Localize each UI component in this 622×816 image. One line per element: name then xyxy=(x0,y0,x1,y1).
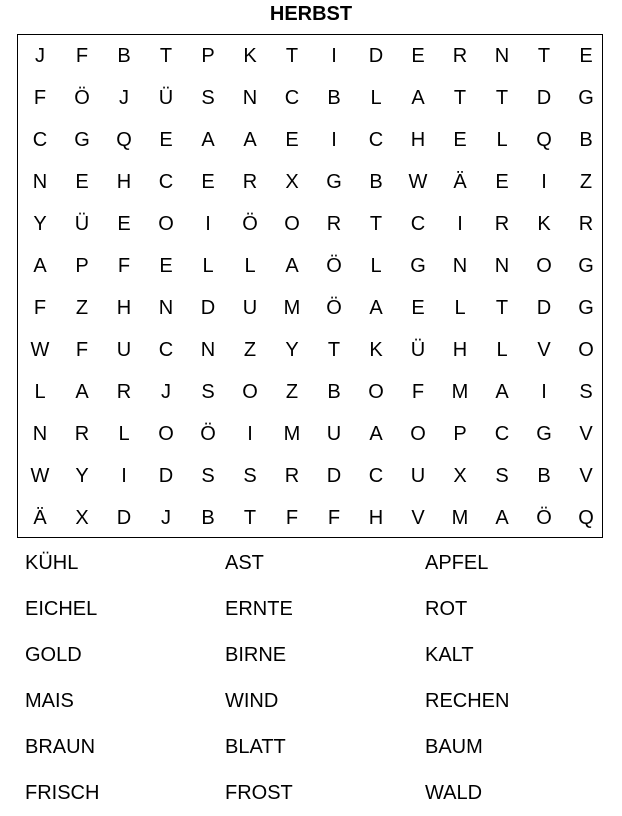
grid-letter[interactable]: N xyxy=(32,171,48,193)
grid-letter[interactable]: R xyxy=(116,381,132,403)
grid-letter[interactable]: I xyxy=(541,381,547,403)
grid-letter[interactable]: E xyxy=(411,297,425,319)
grid-letter[interactable]: H xyxy=(368,507,384,529)
word-list-item: BLATT xyxy=(225,736,286,758)
grid-letter[interactable]: L xyxy=(202,255,214,277)
grid-letter[interactable]: R xyxy=(578,213,594,235)
grid-letter[interactable]: C xyxy=(158,171,174,193)
grid-letter[interactable]: P xyxy=(453,423,467,445)
grid-letter[interactable]: W xyxy=(30,339,50,361)
grid-letter[interactable]: K xyxy=(369,339,383,361)
grid-letter[interactable]: C xyxy=(368,129,384,151)
puzzle-title: HERBST xyxy=(269,3,353,25)
grid-letter[interactable]: W xyxy=(30,465,50,487)
grid-letter[interactable]: C xyxy=(494,423,510,445)
grid-letter[interactable]: G xyxy=(578,297,594,319)
grid-letter[interactable]: H xyxy=(410,129,426,151)
grid-letter[interactable]: B xyxy=(579,129,593,151)
grid-letter[interactable]: E xyxy=(201,171,215,193)
grid-letter[interactable]: U xyxy=(116,339,132,361)
grid-letter[interactable]: G xyxy=(578,87,594,109)
grid-row xyxy=(18,287,604,329)
grid-letter[interactable]: X xyxy=(75,507,89,529)
grid-letter[interactable]: F xyxy=(411,381,425,403)
grid-letter[interactable]: O xyxy=(242,381,258,403)
grid-letter[interactable]: T xyxy=(453,87,467,109)
grid-letter[interactable]: D xyxy=(326,465,342,487)
grid-letter[interactable]: W xyxy=(408,171,428,193)
grid-letter[interactable]: Ö xyxy=(242,213,258,235)
grid-letter[interactable]: E xyxy=(117,213,131,235)
grid-letter[interactable]: Ö xyxy=(326,255,342,277)
grid-letter[interactable]: I xyxy=(541,171,547,193)
word-list-item: ROT xyxy=(425,598,468,620)
grid-letter[interactable]: N xyxy=(494,255,510,277)
grid-letter[interactable]: S xyxy=(201,381,215,403)
grid-letter[interactable]: J xyxy=(161,381,171,403)
grid-letter[interactable]: A xyxy=(369,297,383,319)
grid-letter[interactable]: Q xyxy=(536,129,552,151)
grid-letter[interactable]: L xyxy=(454,297,466,319)
grid-letter[interactable]: T xyxy=(159,45,173,67)
grid-letter[interactable]: T xyxy=(327,339,341,361)
grid-letter[interactable]: A xyxy=(201,129,215,151)
grid-letter[interactable]: R xyxy=(74,423,90,445)
grid-row xyxy=(18,77,604,119)
grid-letter[interactable]: O xyxy=(578,339,594,361)
grid-letter[interactable]: E xyxy=(411,45,425,67)
grid-letter[interactable]: R xyxy=(452,45,468,67)
grid-letter[interactable]: A xyxy=(411,87,425,109)
grid-letter[interactable]: F xyxy=(75,339,89,361)
grid-letter[interactable]: I xyxy=(331,45,337,67)
grid-letter[interactable]: Ü xyxy=(410,339,426,361)
grid-letter[interactable]: I xyxy=(457,213,463,235)
grid-letter[interactable]: N xyxy=(452,255,468,277)
grid-letter[interactable]: E xyxy=(453,129,467,151)
grid-letter[interactable]: B xyxy=(201,507,215,529)
grid-letter[interactable]: E xyxy=(495,171,509,193)
grid-row xyxy=(18,413,604,455)
grid-letter[interactable]: B xyxy=(537,465,551,487)
grid-letter[interactable]: P xyxy=(201,45,215,67)
word-list-item: FRISCH xyxy=(25,782,100,804)
grid-letter[interactable]: G xyxy=(410,255,426,277)
grid-letter[interactable]: O xyxy=(410,423,426,445)
grid-letter[interactable]: T xyxy=(495,87,509,109)
grid-letter[interactable]: L xyxy=(34,381,46,403)
grid-letter[interactable]: R xyxy=(284,465,300,487)
grid-letter[interactable]: N xyxy=(32,423,48,445)
grid-letter[interactable]: X xyxy=(285,171,299,193)
word-list-item: MAIS xyxy=(25,690,74,712)
grid-letter[interactable]: C xyxy=(32,129,48,151)
word-list-item: BAUM xyxy=(425,736,483,758)
word-list-item: WIND xyxy=(225,690,279,712)
word-list-item: KALT xyxy=(425,644,474,666)
grid-letter[interactable]: Ö xyxy=(326,297,342,319)
grid-letter[interactable]: A xyxy=(495,381,509,403)
grid-letter[interactable]: H xyxy=(116,171,132,193)
grid-letter[interactable]: V xyxy=(579,423,593,445)
grid-letter[interactable]: J xyxy=(161,507,171,529)
grid-letter[interactable]: Q xyxy=(116,129,132,151)
grid-letter[interactable]: K xyxy=(537,213,551,235)
grid-letter[interactable]: A xyxy=(285,255,299,277)
grid-letter[interactable]: I xyxy=(247,423,253,445)
grid-letter[interactable]: F xyxy=(285,507,299,529)
grid-letter[interactable]: H xyxy=(116,297,132,319)
grid-letter[interactable]: Z xyxy=(579,171,593,193)
word-list-item: EICHEL xyxy=(25,598,98,620)
grid-letter[interactable]: L xyxy=(244,255,256,277)
word-list-item: BRAUN xyxy=(25,736,96,758)
grid-letter[interactable]: A xyxy=(243,129,257,151)
grid-letter[interactable]: L xyxy=(118,423,130,445)
grid-letter[interactable]: A xyxy=(33,255,47,277)
grid-letter[interactable]: Y xyxy=(285,339,299,361)
word-list-item: AST xyxy=(225,552,264,574)
word-list-item: KÜHL xyxy=(25,552,79,574)
grid-letter[interactable]: M xyxy=(283,297,301,319)
grid-letter[interactable]: J xyxy=(119,87,129,109)
word-list-item: FROST xyxy=(225,782,293,804)
grid-letter[interactable]: Ä xyxy=(453,171,467,193)
grid-letter[interactable]: Ö xyxy=(74,87,90,109)
grid-letter[interactable]: R xyxy=(326,213,342,235)
grid-letter[interactable]: K xyxy=(243,45,257,67)
letter-grid xyxy=(17,34,603,538)
grid-letter[interactable]: Ü xyxy=(74,213,90,235)
grid-row xyxy=(18,35,604,77)
word-list-item: APFEL xyxy=(425,552,489,574)
grid-letter[interactable]: E xyxy=(579,45,593,67)
grid-letter[interactable]: L xyxy=(496,129,508,151)
grid-letter[interactable]: E xyxy=(285,129,299,151)
grid-letter[interactable]: Ö xyxy=(200,423,216,445)
grid-letter[interactable]: Ä xyxy=(33,507,47,529)
grid-letter[interactable]: U xyxy=(326,423,342,445)
grid-letter[interactable]: D xyxy=(116,507,132,529)
grid-letter[interactable]: U xyxy=(410,465,426,487)
grid-letter[interactable]: A xyxy=(75,381,89,403)
grid-letter[interactable]: Ö xyxy=(536,507,552,529)
grid-letter[interactable]: I xyxy=(121,465,127,487)
grid-letter[interactable]: O xyxy=(158,213,174,235)
grid-letter[interactable]: P xyxy=(75,255,89,277)
grid-letter[interactable]: T xyxy=(369,213,383,235)
grid-letter[interactable]: U xyxy=(242,297,258,319)
word-list-item: RECHEN xyxy=(425,690,510,712)
grid-letter[interactable]: M xyxy=(451,381,469,403)
grid-letter[interactable]: L xyxy=(370,87,382,109)
grid-letter[interactable]: D xyxy=(200,297,216,319)
grid-letter[interactable]: Y xyxy=(33,213,47,235)
grid-letter[interactable]: J xyxy=(35,45,45,67)
grid-letter[interactable]: E xyxy=(159,255,173,277)
grid-letter[interactable]: S xyxy=(579,381,593,403)
grid-row xyxy=(18,245,604,287)
grid-letter[interactable]: D xyxy=(368,45,384,67)
grid-letter[interactable]: V xyxy=(537,339,551,361)
grid-letter[interactable]: F xyxy=(75,45,89,67)
grid-letter[interactable]: V xyxy=(411,507,425,529)
grid-letter[interactable]: A xyxy=(495,507,509,529)
grid-letter[interactable]: Ü xyxy=(158,87,174,109)
grid-letter[interactable]: N xyxy=(200,339,216,361)
grid-letter[interactable]: L xyxy=(496,339,508,361)
grid-letter[interactable]: D xyxy=(158,465,174,487)
word-list-item: BIRNE xyxy=(225,644,287,666)
grid-letter[interactable]: E xyxy=(159,129,173,151)
grid-row xyxy=(18,497,604,539)
grid-letter[interactable]: S xyxy=(201,465,215,487)
grid-letter[interactable]: X xyxy=(453,465,467,487)
grid-letter[interactable]: R xyxy=(494,213,510,235)
word-list-item: ERNTE xyxy=(225,598,293,620)
grid-letter[interactable]: S xyxy=(243,465,257,487)
grid-letter[interactable]: E xyxy=(75,171,89,193)
grid-letter[interactable]: T xyxy=(537,45,551,67)
grid-row xyxy=(18,161,604,203)
grid-letter[interactable]: T xyxy=(285,45,299,67)
grid-letter[interactable]: G xyxy=(74,129,90,151)
grid-letter[interactable]: L xyxy=(370,255,382,277)
grid-letter[interactable]: D xyxy=(536,297,552,319)
grid-letter[interactable]: N xyxy=(494,45,510,67)
grid-letter[interactable]: G xyxy=(578,255,594,277)
grid-letter[interactable]: Y xyxy=(75,465,89,487)
grid-letter[interactable]: B xyxy=(327,87,341,109)
grid-row xyxy=(18,203,604,245)
grid-letter[interactable]: V xyxy=(579,465,593,487)
grid-letter[interactable]: O xyxy=(536,255,552,277)
grid-row xyxy=(18,455,604,497)
grid-letter[interactable]: H xyxy=(452,339,468,361)
grid-letter[interactable]: A xyxy=(369,423,383,445)
grid-letter[interactable]: C xyxy=(410,213,426,235)
grid-letter[interactable]: I xyxy=(331,129,337,151)
word-list-item: WALD xyxy=(425,782,483,804)
grid-letter[interactable]: Z xyxy=(243,339,257,361)
grid-letter[interactable]: O xyxy=(284,213,300,235)
grid-letter[interactable]: G xyxy=(326,171,342,193)
grid-letter[interactable]: O xyxy=(158,423,174,445)
grid-letter[interactable]: B xyxy=(327,381,341,403)
grid-letter[interactable]: S xyxy=(495,465,509,487)
grid-letter[interactable]: F xyxy=(327,507,341,529)
grid-row xyxy=(18,329,604,371)
word-list-item: GOLD xyxy=(25,644,82,666)
grid-letter[interactable]: S xyxy=(201,87,215,109)
grid-letter[interactable]: N xyxy=(242,87,258,109)
grid-row xyxy=(18,371,604,413)
grid-letter[interactable]: T xyxy=(495,297,509,319)
grid-letter[interactable]: G xyxy=(536,423,552,445)
grid-letter[interactable]: B xyxy=(117,45,131,67)
grid-letter[interactable]: R xyxy=(242,171,258,193)
grid-letter[interactable]: C xyxy=(284,87,300,109)
grid-letter[interactable]: F xyxy=(33,87,47,109)
grid-letter[interactable]: Z xyxy=(285,381,299,403)
grid-letter[interactable]: D xyxy=(536,87,552,109)
grid-row xyxy=(18,119,604,161)
grid-letter[interactable]: M xyxy=(451,507,469,529)
grid-letter[interactable]: Q xyxy=(578,507,594,529)
grid-letter[interactable]: Z xyxy=(75,297,89,319)
grid-letter[interactable]: F xyxy=(117,255,131,277)
grid-letter[interactable]: I xyxy=(205,213,211,235)
grid-letter[interactable]: O xyxy=(368,381,384,403)
grid-letter[interactable]: T xyxy=(243,507,257,529)
grid-letter[interactable]: F xyxy=(33,297,47,319)
grid-letter[interactable]: C xyxy=(158,339,174,361)
grid-letter[interactable]: M xyxy=(283,423,301,445)
grid-letter[interactable]: B xyxy=(369,171,383,193)
grid-letter[interactable]: N xyxy=(158,297,174,319)
word-list xyxy=(0,540,622,812)
grid-letter[interactable]: C xyxy=(368,465,384,487)
